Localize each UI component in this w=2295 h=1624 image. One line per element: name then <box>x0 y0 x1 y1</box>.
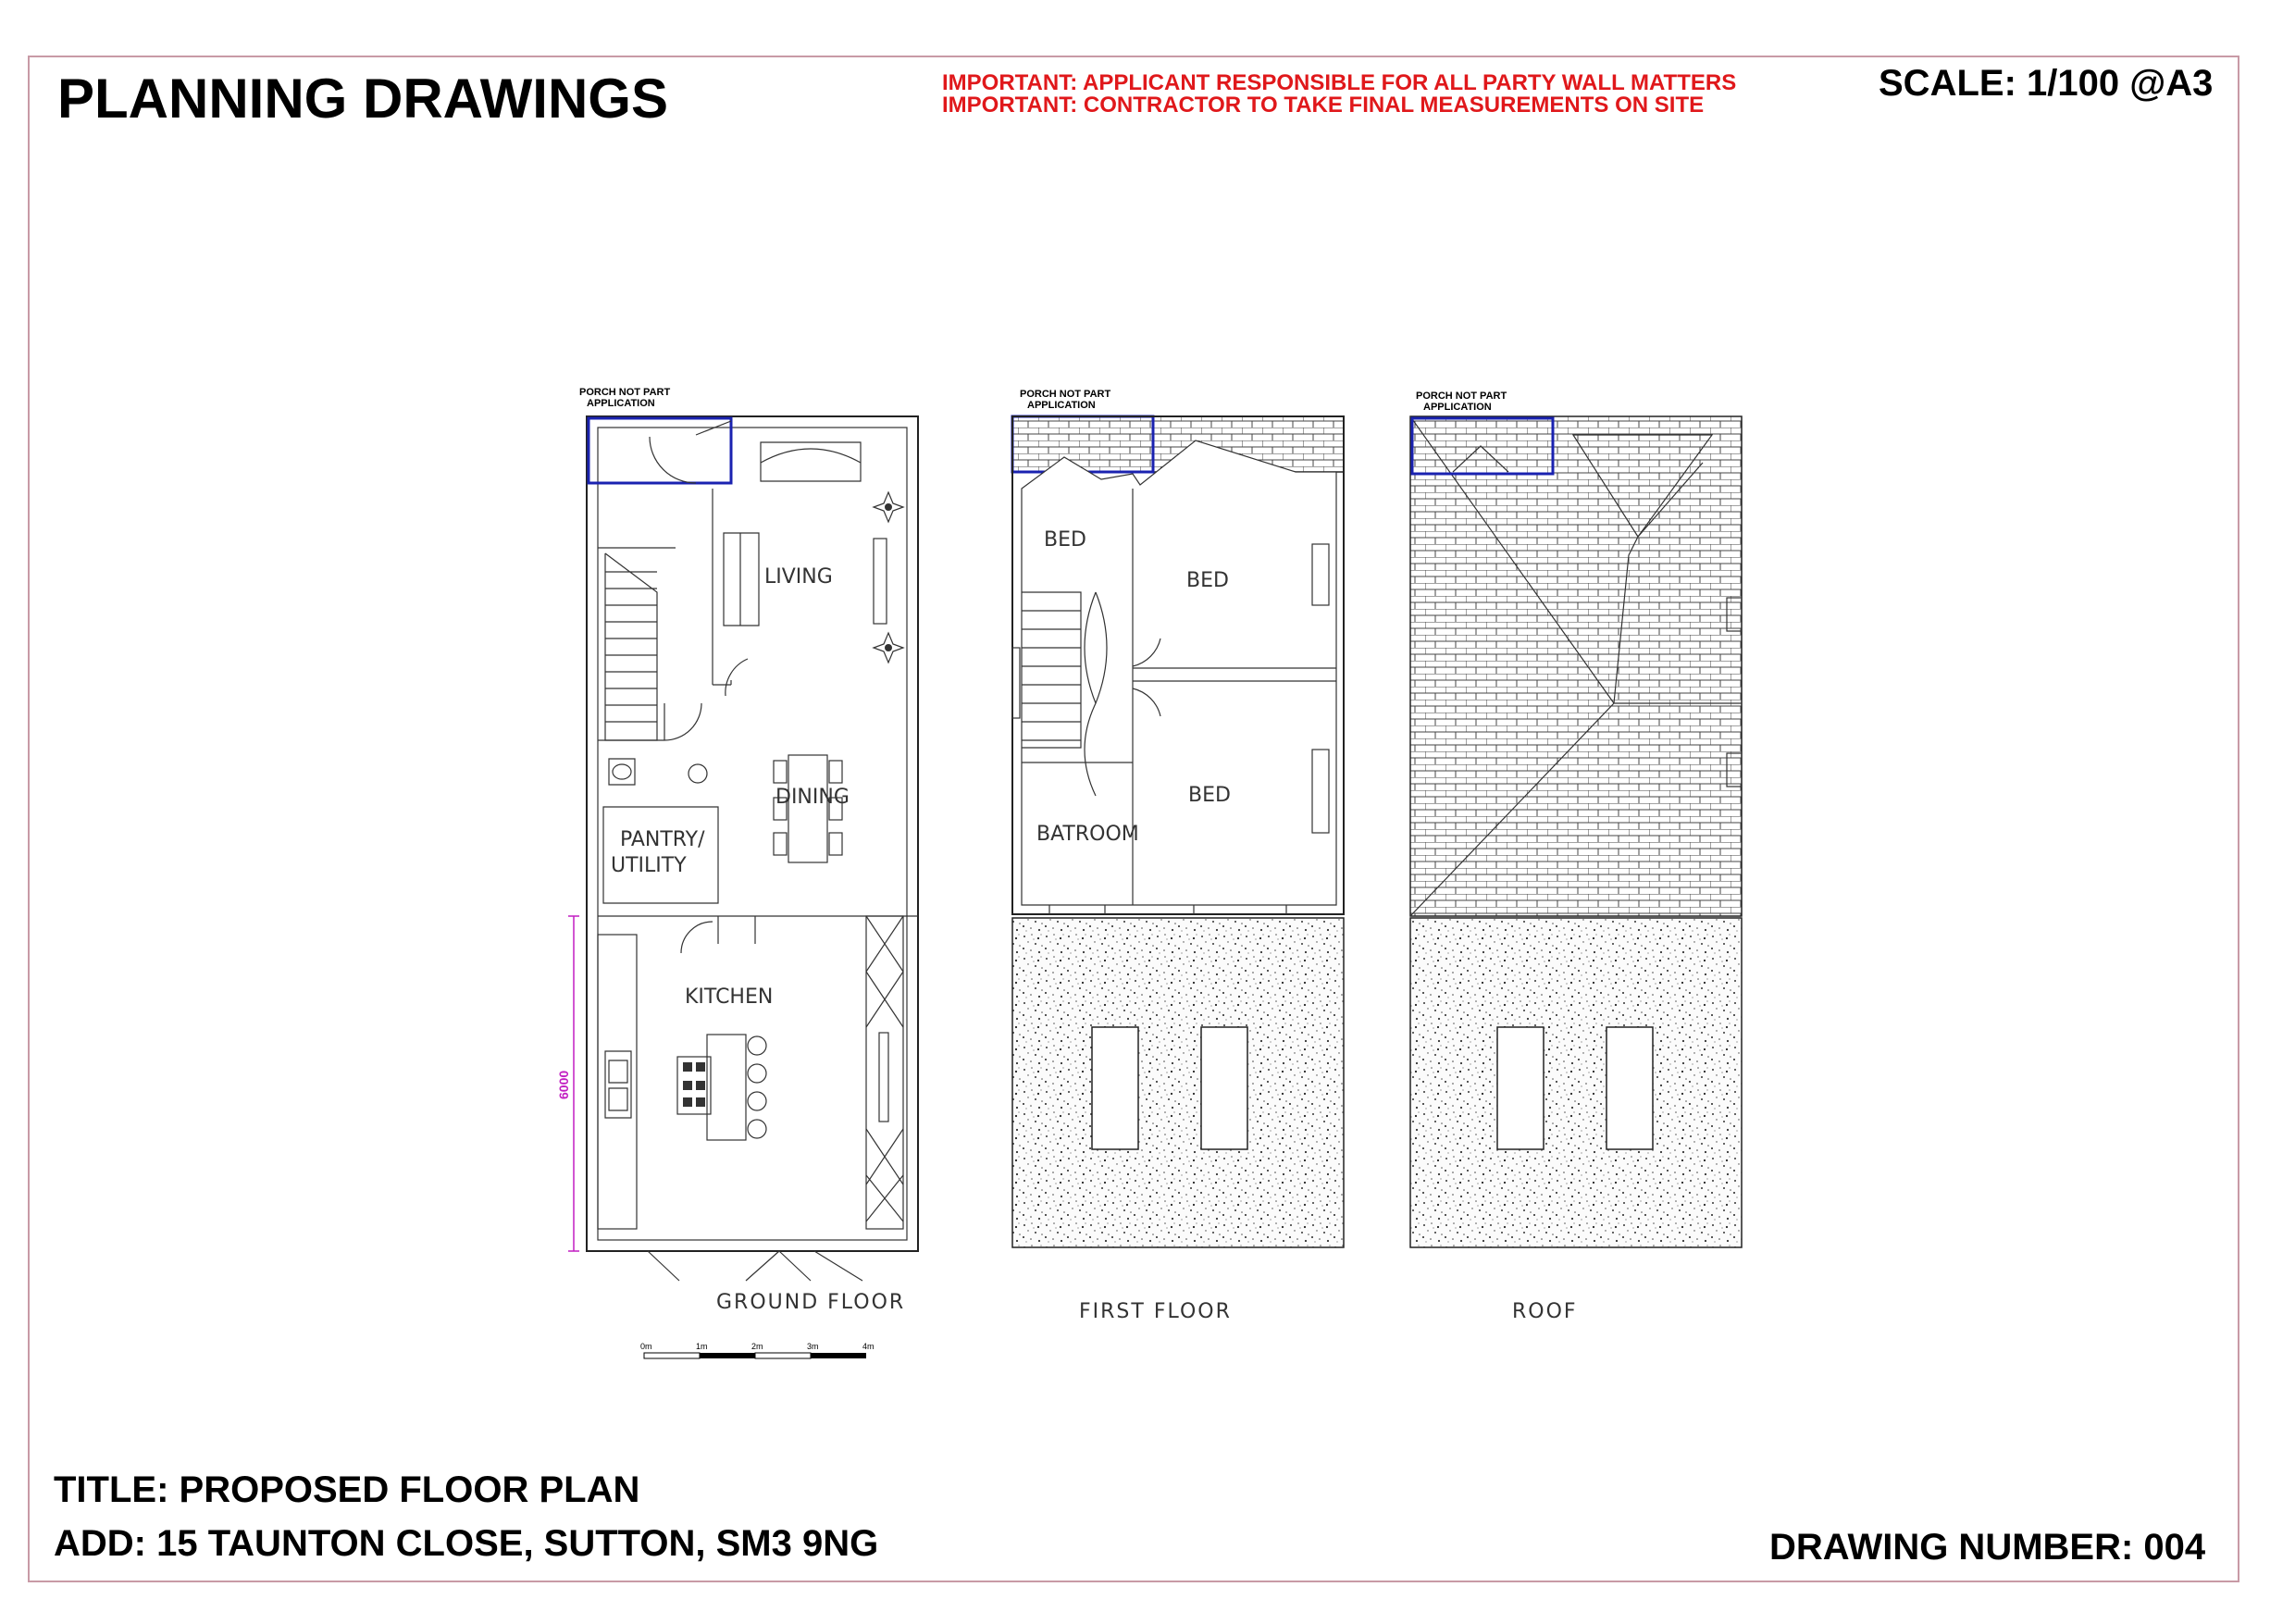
scale-bar <box>640 1342 875 1358</box>
drawing-number: DRAWING NUMBER: 004 <box>1769 1527 2206 1568</box>
living-label: LIVING <box>764 565 833 589</box>
living-door-swing <box>726 659 748 696</box>
kitchen-label: KITCHEN <box>685 986 774 1009</box>
porch-note-line-1: PORCH NOT PART <box>579 387 671 398</box>
utility-label: UTILITY <box>611 854 687 877</box>
main-roof-tiles <box>1410 416 1742 916</box>
dining-label: DINING <box>775 786 850 809</box>
drawing-title: TITLE: PROPOSED FLOOR PLAN <box>54 1469 640 1510</box>
site-address: ADD: 15 TAUNTON CLOSE, SUTTON, SM3 9NG <box>54 1523 879 1564</box>
scale-tick-label: 4m <box>862 1342 875 1351</box>
rooflight <box>1092 1027 1138 1149</box>
scale-tick-label: 3m <box>807 1342 819 1351</box>
measurement-warning: IMPORTANT: CONTRACTOR TO TAKE FINAL MEASUREMENTS ON SITE <box>942 93 1705 118</box>
sofa-front <box>761 442 861 481</box>
scale-tick-label: 1m <box>696 1342 708 1351</box>
living-partition <box>713 489 731 685</box>
kitchen-island <box>677 1035 766 1140</box>
ground-floor-label: GROUND FLOOR <box>716 1291 906 1314</box>
rooflight <box>1497 1027 1544 1149</box>
page-heading: PLANNING DRAWINGS <box>57 68 668 130</box>
basin <box>688 764 707 783</box>
kitchen-partition <box>598 916 918 944</box>
porch-note-line-2: APPLICATION <box>587 398 655 409</box>
roof-plan <box>1410 391 1742 1323</box>
ground-floor-plan <box>556 387 918 1314</box>
bed-small-label: BED <box>1044 528 1086 552</box>
porch-note-line-1: PORCH NOT PART <box>1020 389 1111 400</box>
flat-roof-gravel <box>1012 918 1344 1247</box>
porch-note-line-1: PORCH NOT PART <box>1416 391 1507 402</box>
porch-note-line-2: APPLICATION <box>1423 402 1492 413</box>
plant-icon <box>874 492 903 522</box>
rooflight <box>1606 1027 1653 1149</box>
dining-table <box>774 755 842 862</box>
rooflight <box>1201 1027 1247 1149</box>
wc-door-swing <box>664 703 701 740</box>
staircase <box>605 553 657 740</box>
party-wall-warning: IMPORTANT: APPLICANT RESPONSIBLE FOR ALL PARTY WALL MATTERS <box>942 70 1737 95</box>
bathroom-label: BATROOM <box>1036 823 1139 846</box>
toilet <box>609 759 635 785</box>
pantry-label: PANTRY/ <box>620 828 705 851</box>
sink <box>605 1051 631 1118</box>
flat-roof-gravel <box>1410 918 1742 1247</box>
porch-note-line-2: APPLICATION <box>1027 400 1096 411</box>
rear-doors <box>648 1251 862 1281</box>
roof-label: ROOF <box>1512 1300 1578 1323</box>
dimension-value: 6000 <box>556 1070 571 1099</box>
porch-door-swing <box>650 437 696 483</box>
tv-unit <box>879 1033 888 1122</box>
plant-icon <box>874 633 903 663</box>
fireplace <box>874 539 887 624</box>
drawing-scale: SCALE: 1/100 @A3 <box>1879 63 2214 104</box>
sofa-side <box>724 533 759 626</box>
bed-rear-label: BED <box>1188 784 1231 807</box>
first-floor-label: FIRST FLOOR <box>1079 1300 1232 1323</box>
first-floor-plan <box>1012 389 1344 1323</box>
scale-tick-label: 2m <box>751 1342 763 1351</box>
window <box>1012 648 1020 718</box>
scale-tick-label: 0m <box>640 1342 652 1351</box>
bed-front-label: BED <box>1186 569 1229 592</box>
kitchen-door-swing <box>681 922 713 953</box>
